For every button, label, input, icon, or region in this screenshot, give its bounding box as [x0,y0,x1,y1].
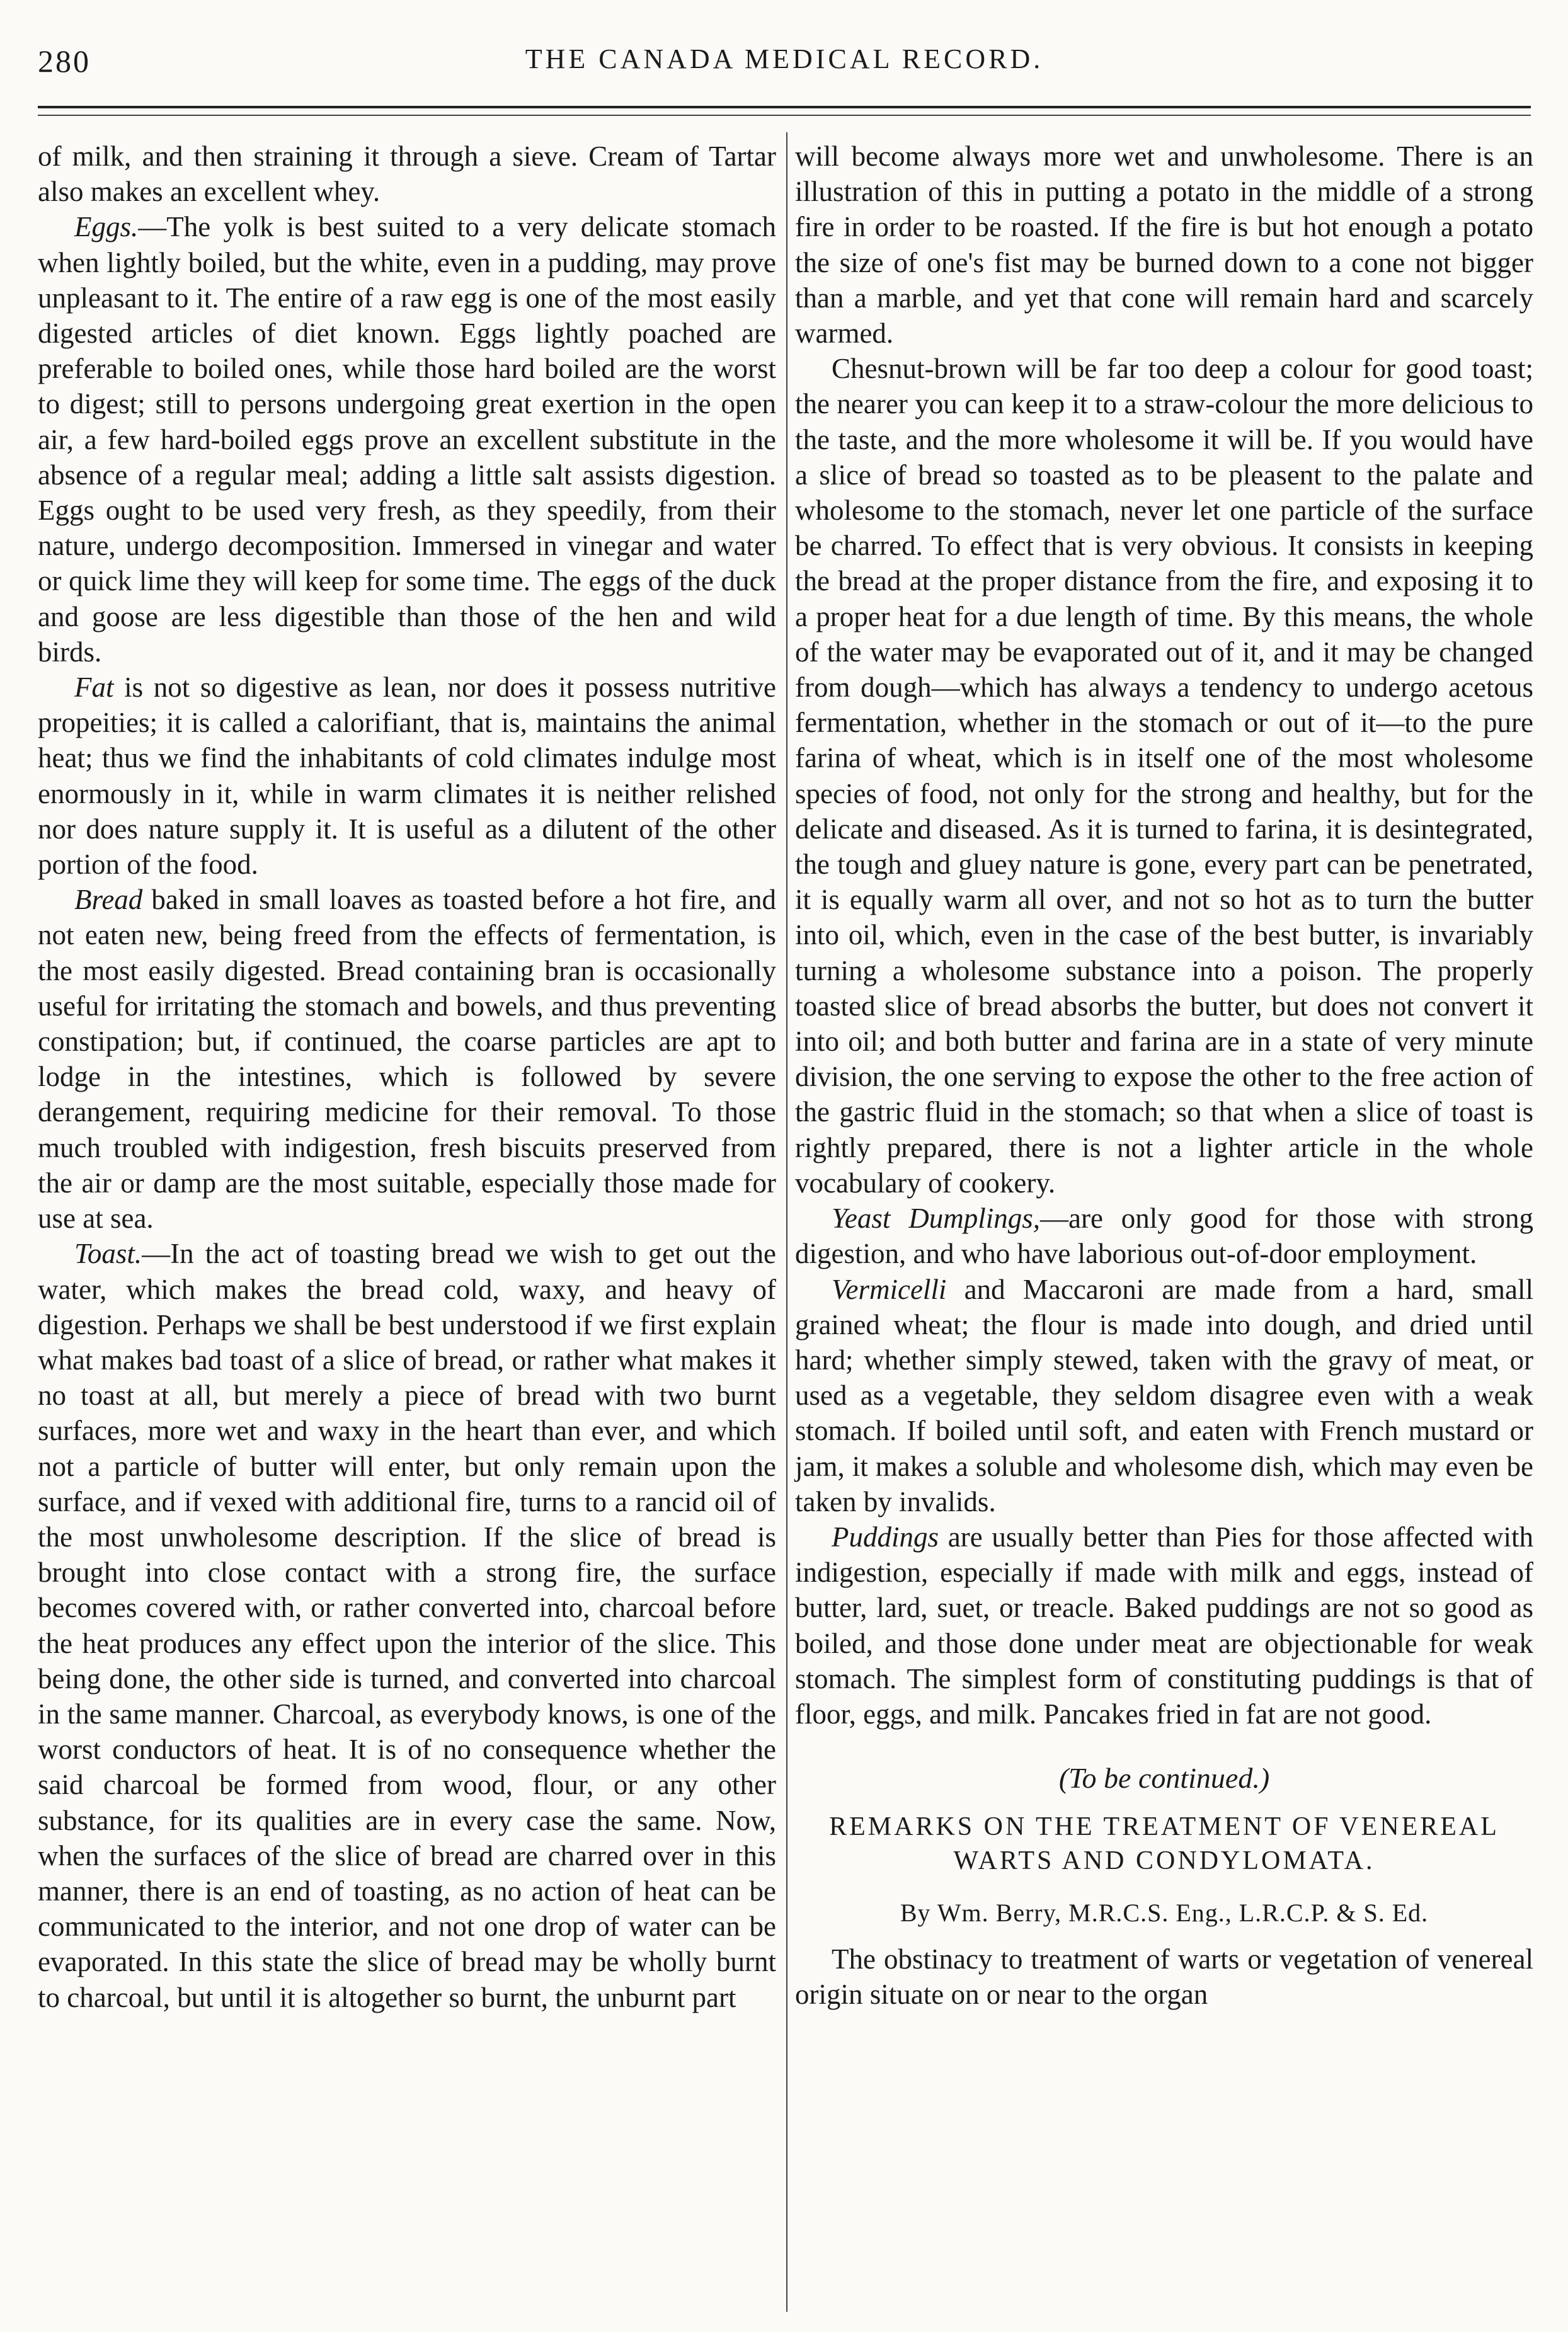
paragraph-bread: Bread baked in small loaves as toasted before a hot fire, and not eaten new, being freed from the effects of fermentation, is the most easily digested. Bread containing bran is occasionally useful for irritating the stomach and bowels, and thus preventing constipation; but, if continued, the coarse particles are apt to lodge in the intestines, which is followed by severe derangement, requiring medicine for their removal. To those much troubled with indigestion, fresh biscuits preserved from the air or damp are the most suitable, especially those made for use at sea. [38,884,776,1235]
header-rule-thin [38,115,1531,116]
article-byline: By Wm. Berry, M.R.C.S. Eng., L.R.C.P. & S. Ed. [900,1899,1429,1928]
paragraph-lead: Vermicelli [832,1273,947,1305]
continued-note: (To be continued.) [1058,1762,1270,1795]
paragraph-lead: Puddings [832,1521,939,1553]
paragraph-toast: Toast.—In the act of toasting bread we wish to get out the water, which makes the bread cold, waxy, and heavy of digestion. Perhaps we shall be best understood if we first explain what makes bad toast of a slice of bread, or rather what makes it no toast at all, but merely a piece of bread with two burnt surfaces, more wet and waxy in the heart than ever, and which not a particle of butter will enter, but only remain upon the surface, and if vexed with additional fire, turns to a rancid oil of the most unwholesome description. If the slice of bread is brought into close contact with a strong fire, the surface becomes covered with, or rather converted into, charcoal before the heat produces any effect upon the interior of the slice. This being done, the other side is turned, and converted into charcoal in the same manner. Charcoal, as everybody knows, is one of the worst conductors of heat. It is of no consequence whether the said charcoal be formed from wood, flour, or any other substance, for its qualities are in every case the same. Now, when the surfaces of the slice of bread are charred over in this manner, there is an end of toasting, as no action of heat can be communicated to the interior, and not one drop of water can be evaporated. In this state the slice of bread may be wholly burnt to charcoal, but until it is altogether so burnt, the unburnt part [38,1238,776,2013]
article-title: REMARKS ON THE TREATMENT OF VENEREAL WARTS AND CONDYLOMATA. [829,1812,1499,1876]
paragraph-lead: Yeast Dumplings, [832,1203,1040,1235]
journal-title: THE CANADA MEDICAL RECORD. [525,43,1044,74]
article-opening: The obstinacy to treatment of warts or vegetation of venereal origin situate on or near to the organ [795,1943,1533,2010]
paragraph-vermicelli: Vermicelli and Maccaroni are made from a hard, small grained wheat; the flour is made into dough, and dried until hard; whether simply stewed, taken with the gravy of meat, or used as a vegetable, they seldom disagree even with a weak stomach. If boiled until soft, and eaten with French mustard or jam, it makes a soluble and wholesome dish, which may even be taken by invalids. [795,1273,1533,1518]
page-header [38,43,1531,93]
paragraph-puddings: Puddings are usually better than Pies for those affected with indigestion, especially if made with milk and eggs, instead of butter, lard, suet, or treacle. Baked puddings are not so good as boiled, and those done under meat are objectionable for weak stomach. The simplest form of constituting puddings is that of floor, eggs, and milk. Pancakes fried in fat are not good. [795,1521,1533,1730]
column-divider [786,132,787,2312]
page-number: 280 [38,43,91,79]
right-column [795,139,1533,2012]
paragraph-lead: Eggs. [74,211,139,243]
paragraph-lead: Toast. [74,1238,142,1270]
header-rule-thick [38,106,1531,108]
paragraph-eggs: Eggs.—The yolk is best suited to a very delicate stomach when lightly boiled, but the white, even in a pudding, may prove unpleasant to it. The entire of a raw egg is one of the most easily digested articles of diet known. Eggs lightly poached are preferable to boiled ones, while those hard boiled are the worst to digest; still to persons undergoing great exertion in the open air, a few hard-boiled eggs prove an excellent substitute in the absence of a regular meal; adding a little salt assists digestion. Eggs ought to be used very fresh, as they speedily, from their nature, undergo decomposition. Immersed in vinegar and water or quick lime they will keep for some time. The eggs of the duck and goose are less digestible than those of the hen and wild birds. [38,211,776,668]
paragraph: will become always more wet and unwholesome. There is an illustration of this in putting a potato in the middle of a strong fire in order to be roasted. If the fire is but hot enough a potato the size of one's fist may be burned down to a cone not bigger than a marble, and yet that cone will remain hard and scarcely warmed. [795,140,1533,350]
paragraph: of milk, and then straining it through a sieve. Cream of Tartar also makes an excellent whey. [38,140,776,208]
paragraph-chesnut-brown: Chesnut-brown will be far too deep a colour for good toast; the nearer you can keep it to a straw-colour the more delicious to the taste, and the more wholesome it will be. If you would have a slice of bread so toasted as to be pleasent to the palate and wholesome to the stomach, never let one particle of the surface be charred. To effect that is very obvious. It consists in keeping the bread at the proper distance from the fire, and exposing it to a proper heat for a due length of time. By this means, the whole of the water may be evaporated out of it, and it may be changed from dough—which has always a tendency to undergo acetous fermentation, whether in the stomach or out of it—to the pure farina of wheat, which is in itself one of the most wholesome species of food, not only for the strong and healthy, but for the delicate and diseased. As it is turned to farina, it is desintegrated, the tough and gluey nature is gone, every part can be penetrated, it is equally warm all over, and not so hot as to turn the butter into oil, which, even in the case of the best butter, is invariably turning a wholesome substance into a poison. The properly toasted slice of bread absorbs the butter, but does not convert it into oil; and both butter and farina are in a state of very minute division, the one serving to expose the other to the free action of the gastric fluid in the stomach; so that when a slice of toast is rightly prepared, there is not a lighter article in the whole vocabulary of cookery. [795,353,1533,1199]
paragraph-fat: Fat is not so digestive as lean, nor does it possess nutritive propeities; it is called a calorifiant, that is, maintains the animal heat; thus we find the inhabitants of cold climates indulge most enormously in it, while in warm climates it is neither relished nor does nature supply it. It is useful as a dilutent of the other portion of the food. [38,672,776,881]
paragraph-lead: Bread [74,884,143,916]
paragraph-yeast-dumplings: Yeast Dumplings,—are only good for those with strong digestion, and who have laborious out-of-door employment. [795,1203,1533,1270]
left-column [38,139,776,2015]
paragraph-lead: Fat [74,672,114,704]
